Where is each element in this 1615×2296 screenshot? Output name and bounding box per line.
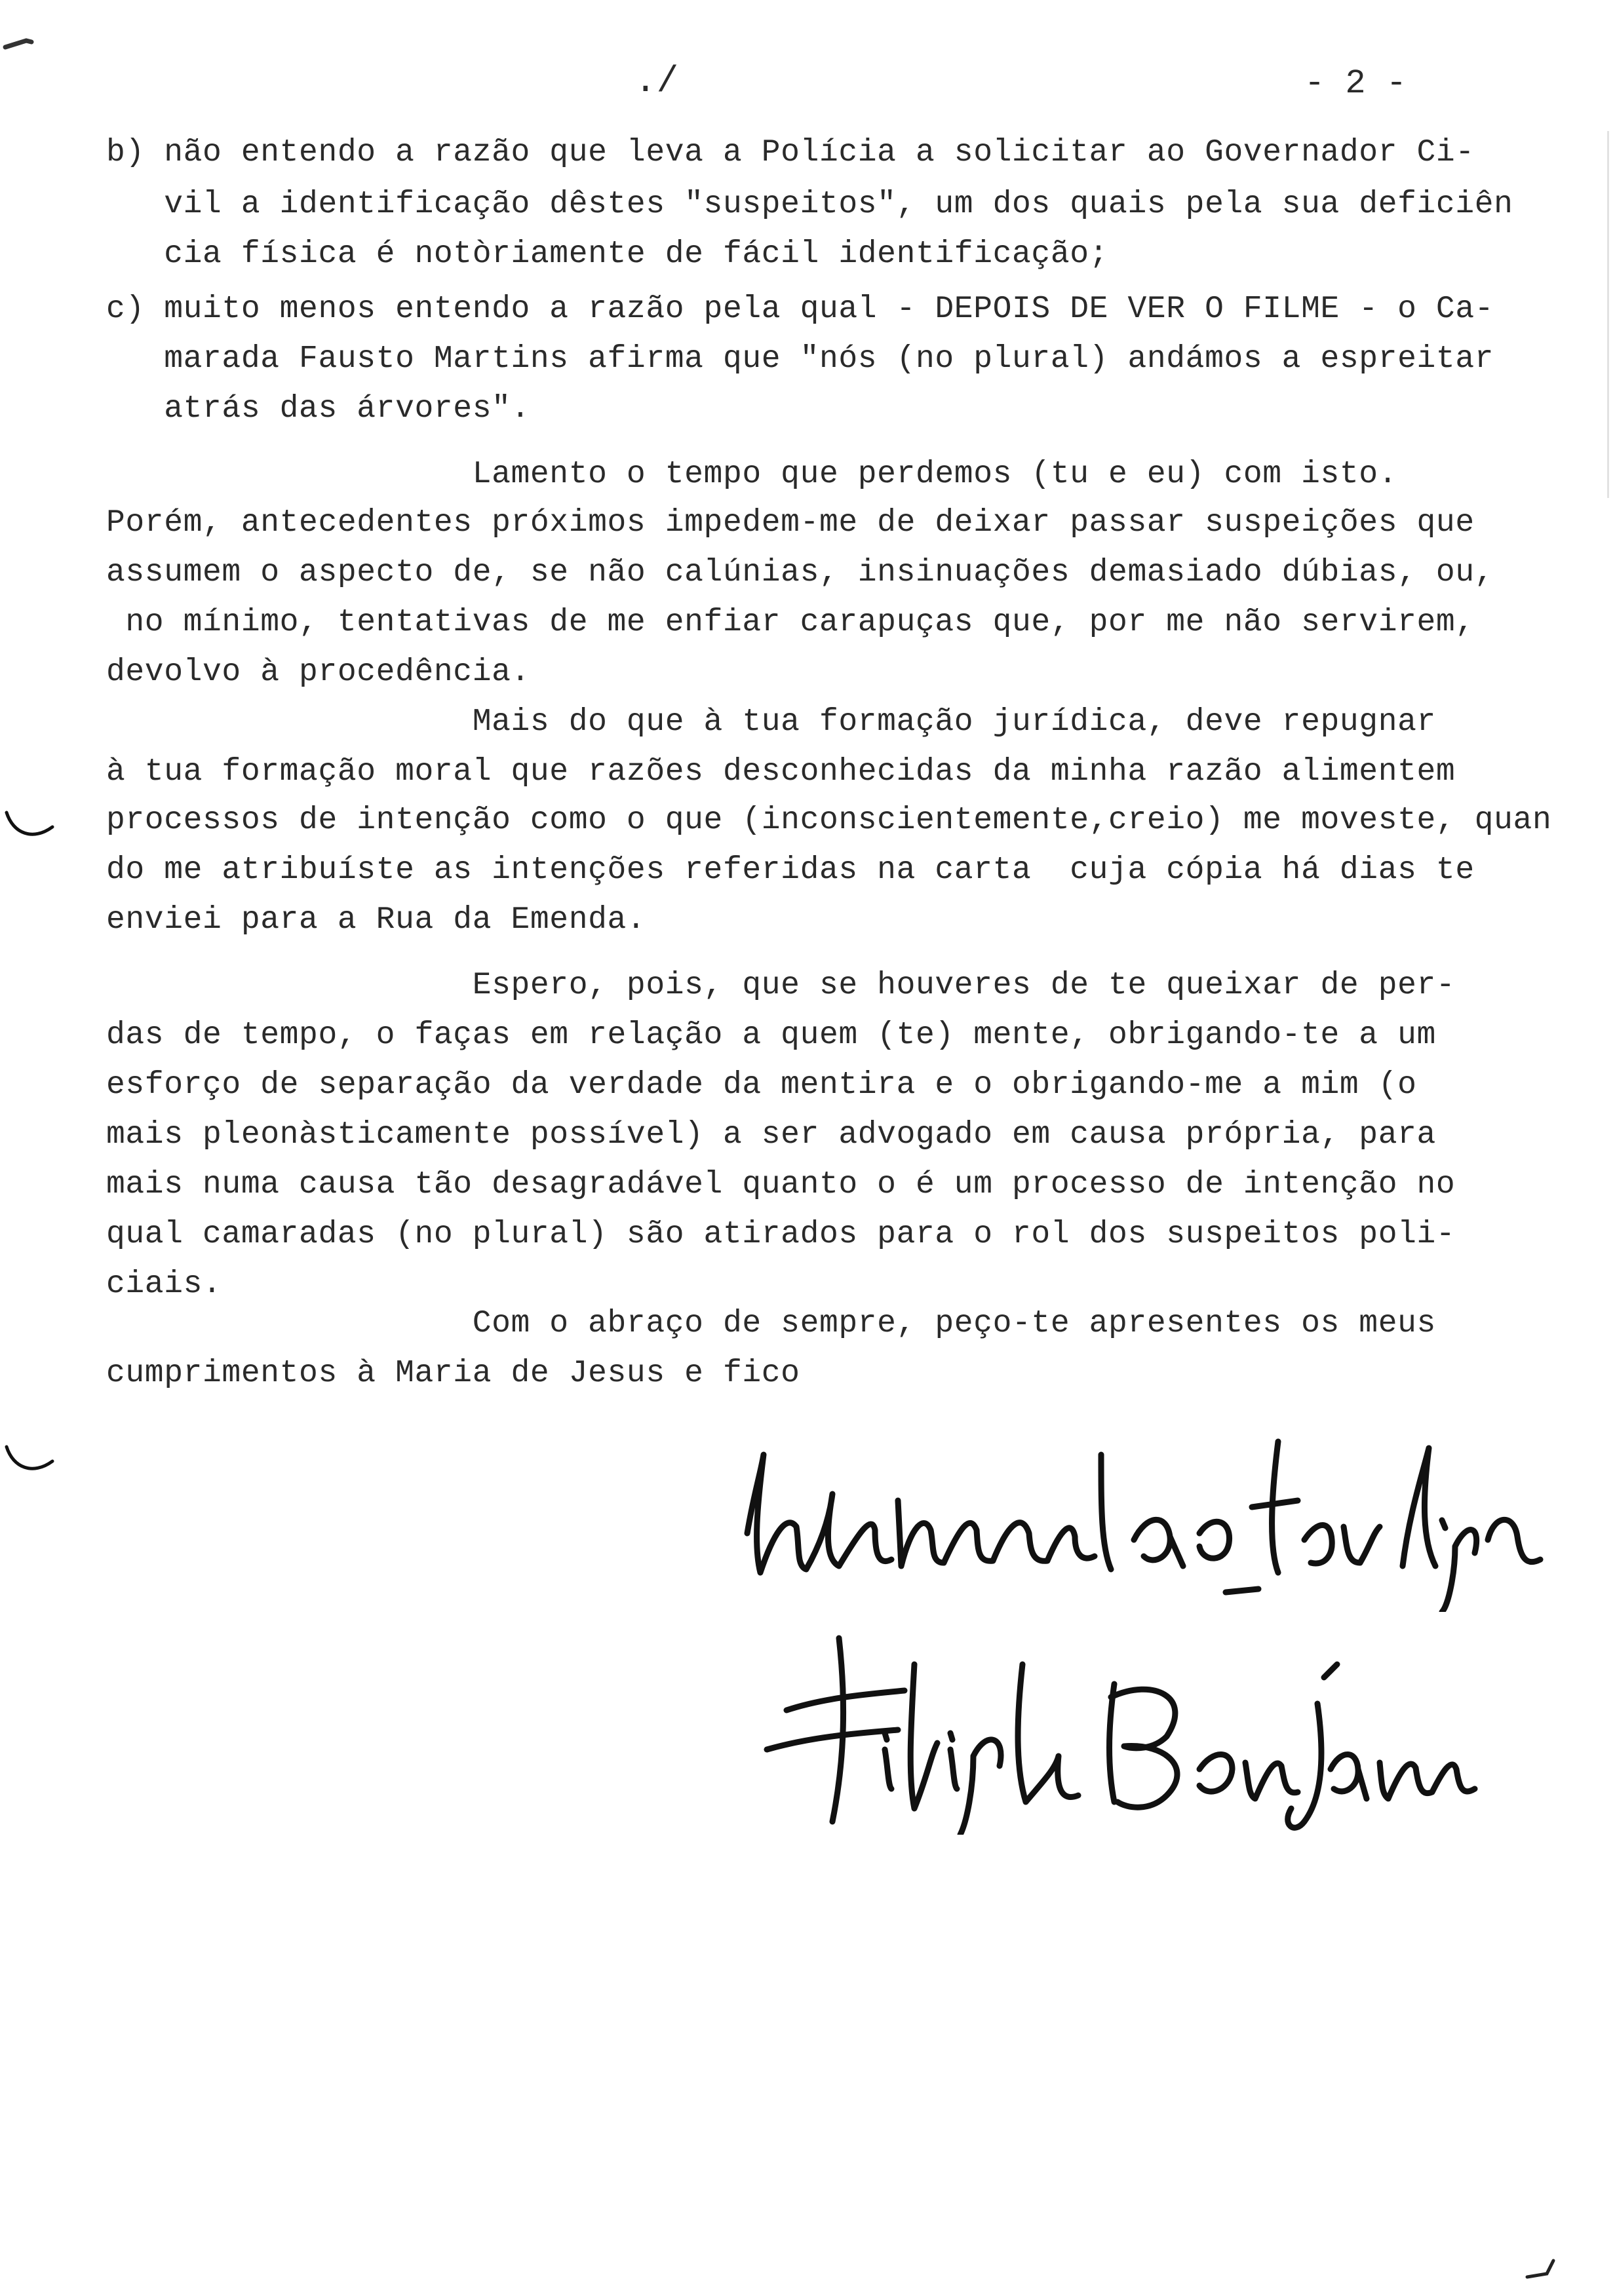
punch-hole-mark-lower xyxy=(0,1442,66,1481)
body-line: mais pleonàsticamente possível) a ser advogado em causa própria, para xyxy=(106,1117,1436,1153)
body-line: c) muito menos entendo a razão pela qual - DEPOIS DE VER O FILME - o Ca- xyxy=(106,292,1494,327)
body-line: Lamento o tempo que perdemos (tu e eu) com isto. xyxy=(106,457,1398,492)
handwritten-closing xyxy=(734,1415,1560,1612)
body-line: devolvo à procedência. xyxy=(106,655,530,690)
header-marker: ./ xyxy=(634,60,679,102)
body-line: mais numa causa tão desagradável quanto o é um processo de intenção no xyxy=(106,1167,1456,1202)
body-line: ciais. xyxy=(106,1267,222,1302)
body-line: das de tempo, o faças em relação a quem (te) mente, obrigando-te a um xyxy=(106,1018,1436,1053)
body-line: no mínimo, tentativas de me enfiar carapuças que, por me não servirem, xyxy=(106,605,1475,640)
body-line: vil a identificação dêstes "suspeitos", um dos quais pela sua deficiên xyxy=(106,187,1513,222)
body-line: enviei para a Rua da Emenda. xyxy=(106,902,646,938)
body-line: esforço de separação da verdade da mentira e o obrigando-me a mim (o xyxy=(106,1067,1417,1103)
body-line: cia física é notòriamente de fácil identificação; xyxy=(106,237,1109,272)
body-line: processos de intenção como o que (inconscientemente,creio) me moveste, quan xyxy=(106,803,1552,838)
margin-line xyxy=(1607,131,1609,498)
body-line: assumem o aspecto de, se não calúnias, insinuações demasiado dúbias, ou, xyxy=(106,555,1494,590)
body-line: qual camaradas (no plural) são atirados para o rol dos suspeitos poli- xyxy=(106,1217,1456,1252)
page-number: - 2 - xyxy=(1304,64,1407,103)
body-line: Mais do que à tua formação jurídica, deve repugnar xyxy=(106,704,1436,740)
body-line: Porém, antecedentes próximos impedem-me de deixar passar suspeições que xyxy=(106,505,1475,541)
body-line: do me atribuíste as intenções referidas na carta cuja cópia há dias te xyxy=(106,852,1475,888)
punch-hole-mark-upper xyxy=(0,807,66,847)
handwritten-signature xyxy=(747,1625,1488,1835)
body-line: Espero, pois, que se houveres de te queixar de per- xyxy=(106,968,1456,1003)
body-line: atrás das árvores". xyxy=(106,391,530,427)
scan-mark-bottom xyxy=(1514,2248,1566,2287)
body-line: à tua formação moral que razões desconhecidas da minha razão alimentem xyxy=(106,754,1456,790)
body-line: Com o abraço de sempre, peço-te apresentes os meus xyxy=(106,1306,1436,1341)
body-line: b) não entendo a razão que leva a Polícia a solicitar ao Governador Ci- xyxy=(106,135,1475,170)
body-line: cumprimentos à Maria de Jesus e fico xyxy=(106,1356,800,1391)
body-line: marada Fausto Martins afirma que "nós (no plural) andámos a espreitar xyxy=(106,341,1494,377)
scan-mark-top xyxy=(0,33,52,59)
